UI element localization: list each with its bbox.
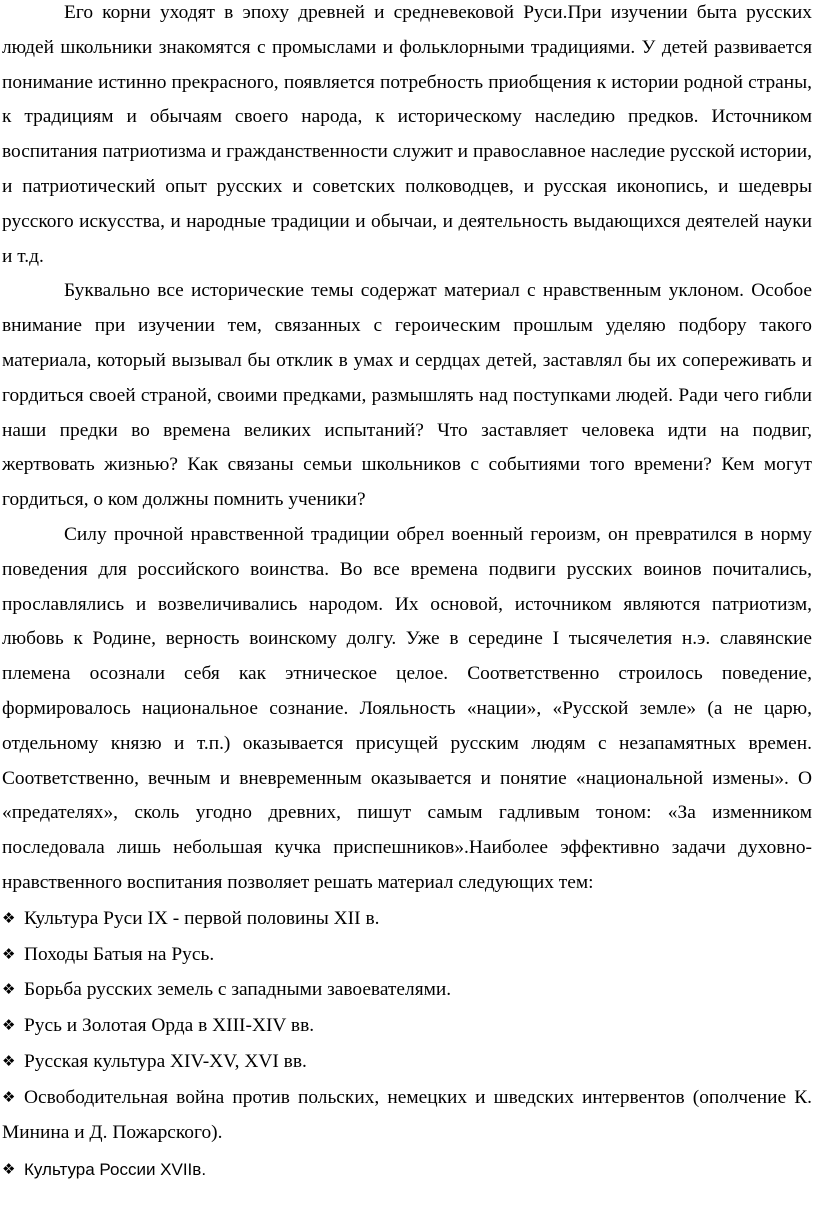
- diamond-bullet-icon: ❖: [2, 980, 16, 999]
- list-item: [2, 1044, 812, 1080]
- diamond-bullet-icon: ❖: [2, 1160, 16, 1179]
- list-item-text: Русь и Золотая Орда в XIII-XIV вв.: [24, 1015, 315, 1037]
- list-item-text: Культура Руси IX - первой половины XII в.: [24, 907, 380, 929]
- list-item: [2, 1008, 812, 1044]
- list-item: [2, 1080, 812, 1151]
- paragraph-3: Силу прочной нравственной традиции обрел военный героизм, он превратился в норму поведения для российского воинства. Во все времена подвиги русских воинов почитались, прославлялись и возвеличивались народом. Их основой, источником являются патриотизм, любовь к Родине, верность воинскому долгу. Уже в середине I тысячелетия н.э. славянские племена осознали себя как этническое целое. Соответственно строилось поведение, формировалось национальное сознание. Лояльность «нации», «Русской земле» (а не царю, отдельному князю и т.п.) оказывается присущей русским людям с незапамятных времен. Соответственно, вечным и вневременным оказывается и понятие «национальной измены». О «предателях», сколь угодно древних, пишут самым гадливым тоном: «За изменником последовала лишь небольшая кучка приспешников».Наиболее эффективно задачи духовно-нравственного воспитания позволяет решать материал следующих тем:: [2, 523, 812, 893]
- list-item-text: Борьба русских земель с западными завоевателями.: [24, 979, 452, 1001]
- diamond-bullet-icon: ❖: [2, 1087, 16, 1106]
- list-item-text: Походы Батыя на Русь.: [24, 943, 215, 965]
- list-item-text: Освободительная война против польских, немецких и шведских интервентов (ополчение К. Минина и Д. Пожарского).: [2, 1086, 812, 1143]
- diamond-bullet-icon: ❖: [2, 908, 16, 927]
- list-item: [2, 972, 812, 1008]
- paragraph-2: Буквально все исторические темы содержат материал с нравственным уклоном. Особое внимание при изучении тем, связанных с героическим прошлым уделяю подбору такого материала, который вызывал бы отклик в умах и сердцах детей, заставлял бы их сопереживать и гордиться своей страной, своими предками, размышлять над поступками людей. Ради чего гибли наши предки во времена великих испытаний? Что заставляет человека идти на подвиг, жертвовать жизнью? Как связаны семьи школьников с событиями того времени? Кем могут гордиться, о ком должны помнить ученики?: [2, 280, 812, 511]
- list-item: [2, 937, 812, 973]
- topics-list: [2, 901, 812, 1188]
- list-item: [2, 901, 812, 937]
- diamond-bullet-icon: ❖: [2, 1051, 16, 1070]
- list-item-text: Культура России XVIIв.: [24, 1160, 207, 1180]
- list-item: [2, 1152, 812, 1188]
- paragraph-1: Его корни уходят в эпоху древней и средневековой Руси.При изучении быта русских людей школьники знакомятся с промыслами и фольклорными традициями. У детей развивается понимание истинно прекрасного, появляется потребность приобщения к истории родной страны, к традициям и обычаям своего народа, к историческому наследию предков. Источником воспитания патриотизма и гражданственности служит и православное наследие русской истории, и патриотический опыт русских и советских полководцев, и русская иконопись, и шедевры русского искусства, и народные традиции и обычаи, и деятельность выдающихся деятелей науки и т.д.: [2, 2, 812, 267]
- list-item-text: Русская культура XIV-XV, XVI вв.: [24, 1050, 307, 1072]
- diamond-bullet-icon: ❖: [2, 1016, 16, 1035]
- diamond-bullet-icon: ❖: [2, 944, 16, 963]
